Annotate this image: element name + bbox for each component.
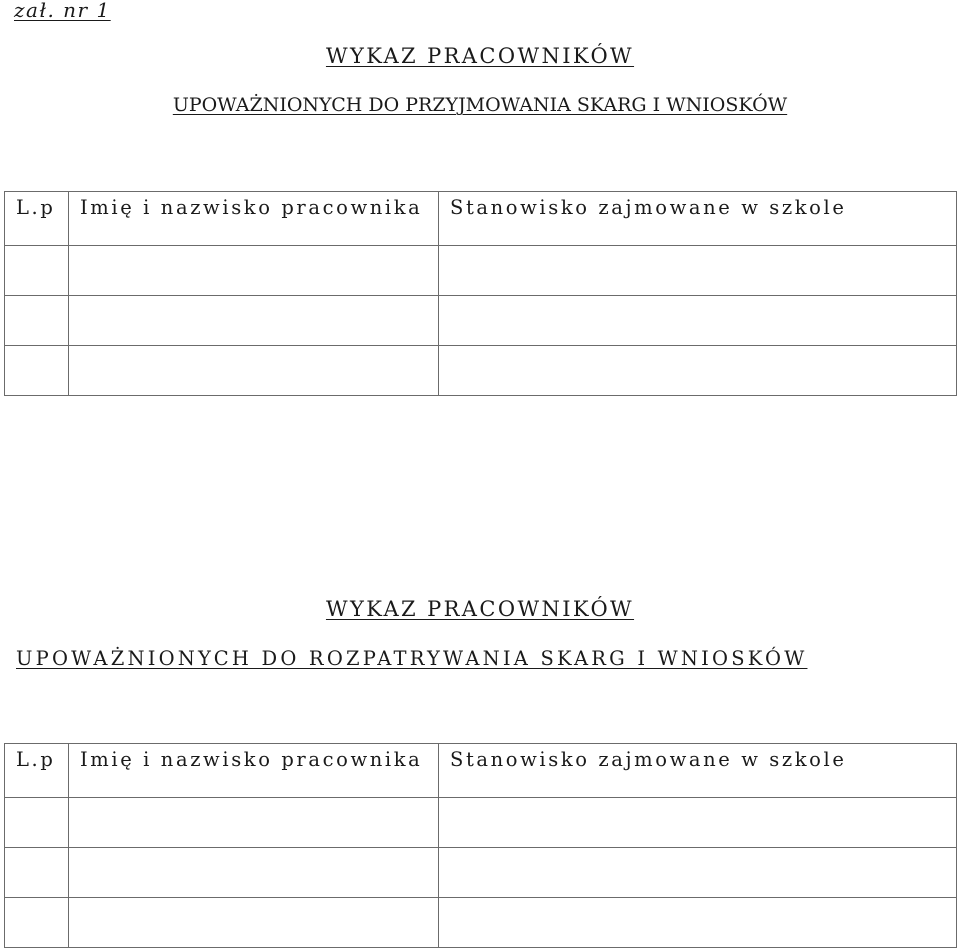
table-row: [5, 798, 957, 848]
table-row: [5, 296, 957, 346]
cell-name: [69, 346, 439, 396]
section1-subtitle-text: UPOWAŻNIONYCH DO PRZYJMOWANIA SKARG I WNIOSKÓW: [172, 94, 788, 116]
table-header-row: [5, 192, 957, 246]
cell-name: [69, 296, 439, 346]
table-header-row: [5, 744, 957, 798]
section2-title-text: WYKAZ PRACOWNIKÓW: [325, 597, 635, 621]
header-lp: L.p: [5, 192, 69, 246]
table-row: [5, 848, 957, 898]
header-position: Stanowisko zajmowane w szkole: [439, 192, 957, 246]
table-row: [5, 898, 957, 948]
cell-lp: [5, 798, 69, 848]
header-name: Imię i nazwisko pracownika: [69, 744, 439, 798]
cell-name: [69, 798, 439, 848]
section2-subtitle-text: UPOWAŻNIONYCH DO ROZPATRYWANIA SKARG I WNIOSKÓW: [16, 647, 808, 670]
header-name: Imię i nazwisko pracownika: [69, 192, 439, 246]
section2-title: [0, 599, 960, 620]
cell-lp: [5, 898, 69, 948]
cell-position: [439, 848, 957, 898]
section2-table: [4, 743, 957, 948]
section1-subtitle: [0, 96, 960, 115]
attachment-label: zał. nr 1: [14, 0, 111, 22]
section1-title: [0, 46, 960, 67]
cell-position: [439, 798, 957, 848]
section2-subtitle: [16, 649, 807, 669]
cell-lp: [5, 296, 69, 346]
header-lp: L.p: [5, 744, 69, 798]
section1-table: [4, 191, 957, 396]
section1-title-text: WYKAZ PRACOWNIKÓW: [325, 44, 635, 68]
cell-position: [439, 346, 957, 396]
cell-name: [69, 848, 439, 898]
cell-position: [439, 296, 957, 346]
cell-lp: [5, 246, 69, 296]
header-position: Stanowisko zajmowane w szkole: [439, 744, 957, 798]
cell-name: [69, 246, 439, 296]
table-row: [5, 246, 957, 296]
cell-lp: [5, 346, 69, 396]
cell-lp: [5, 848, 69, 898]
cell-name: [69, 898, 439, 948]
cell-position: [439, 246, 957, 296]
table-row: [5, 346, 957, 396]
cell-position: [439, 898, 957, 948]
